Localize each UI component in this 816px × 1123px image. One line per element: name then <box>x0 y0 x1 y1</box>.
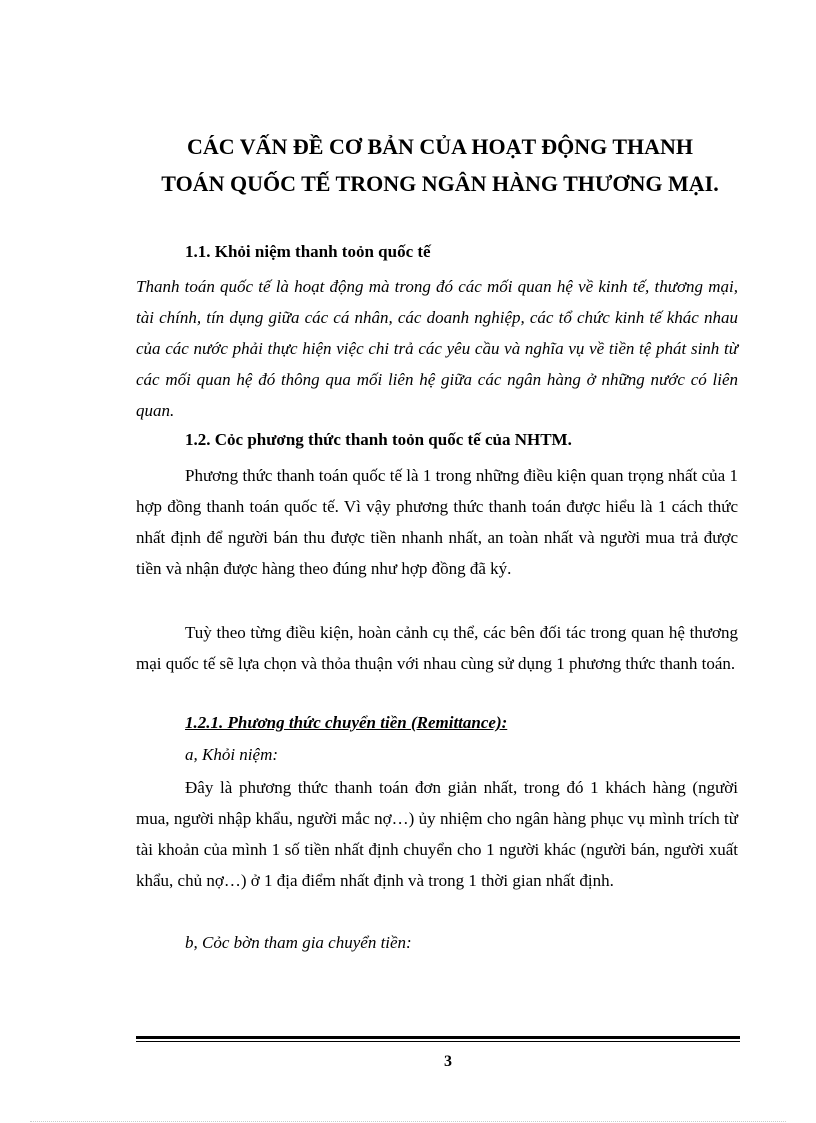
document-title <box>120 128 760 202</box>
sub-heading-a: a, Khỏi niệm: <box>185 745 279 764</box>
title-line-1: CÁC VẤN ĐỀ CƠ BẢN CỦA HOẠT ĐỘNG THANH <box>186 134 694 159</box>
sub-heading-b: b, Cỏc bờn tham gia chuyển tiền: <box>185 933 412 952</box>
section-1-1-heading: 1.1. Khỏi niệm thanh toỏn quốc tế <box>185 242 431 261</box>
section-1-2-paragraph-1: Phương thức thanh toán quốc tế là 1 trong những điều kiện quan trọng nhất của 1 hợp đồng thanh toán quốc tế. Vì vậy phương thức thanh toán được hiểu là 1 cách thức nhất định để người bán thu được tiền nhanh nhất, an toàn nhất và người mua trả được tiền và nhận được hàng theo đúng như hợp đồng đã ký. <box>136 466 738 578</box>
section-1-2-1-heading: 1.2.1. Phương thức chuyển tiền (Remittance): <box>185 713 508 732</box>
page-number: 3 <box>444 1053 452 1070</box>
section-1-2-1-paragraph: Đây là phương thức thanh toán đơn giản nhất, trong đó 1 khách hàng (người mua, người nhập khẩu, người mắc nợ…) ủy nhiệm cho ngân hàng phục vụ mình trích từ tài khoản của mình 1 số tiền nhất định chuyển cho 1 người khác (người bán, người xuất khẩu, chủ nợ…) ở 1 địa điểm nhất định và trong 1 thời gian nhất định. <box>136 778 738 890</box>
section-1-1-paragraph: Thanh toán quốc tế là hoạt động mà trong đó các mối quan hệ về kinh tế, thương mại, tài chính, tín dụng giữa các cá nhân, các doanh nghiệp, các tổ chức kinh tế khác nhau của các nước phải thực hiện việc chi trả các yêu cầu và nghĩa vụ về tiền tệ phát sinh từ các mối quan hệ đó thông qua mối liên hệ giữa các ngân hàng ở những nước có liên quan. <box>136 277 738 420</box>
section-1-2-heading: 1.2. Cỏc phương thức thanh toỏn quốc tế của NHTM. <box>185 430 572 449</box>
footer-rule-thick <box>136 1036 740 1039</box>
page-boundary-line <box>30 1121 786 1122</box>
section-1-2-paragraph-2: Tuỳ theo từng điều kiện, hoàn cảnh cụ thể, các bên đối tác trong quan hệ thương mại quốc tế sẽ lựa chọn và thỏa thuận với nhau cùng sử dụng 1 phương thức thanh toán. <box>136 623 738 673</box>
title-line-2: TOÁN QUỐC TẾ TRONG NGÂN HÀNG THƯƠNG MẠI. <box>161 171 719 196</box>
footer-rule-thin <box>136 1041 740 1042</box>
